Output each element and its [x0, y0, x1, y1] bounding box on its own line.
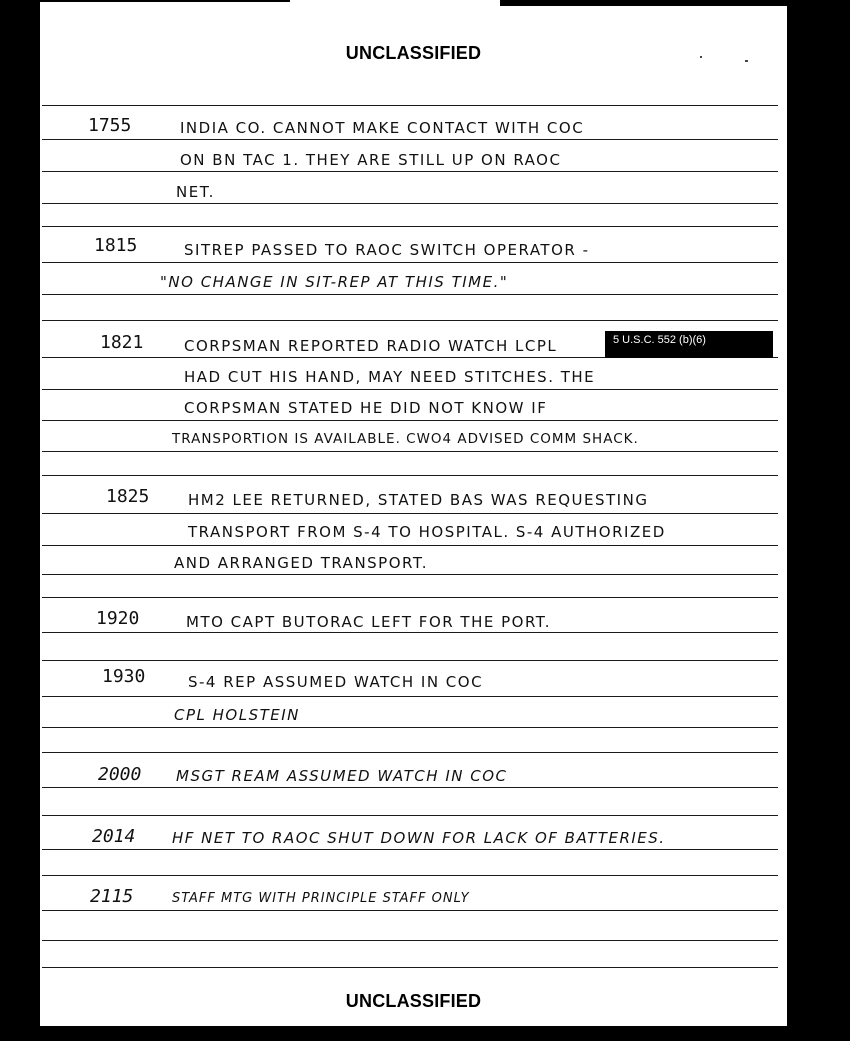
ruled-line	[42, 910, 778, 911]
ruled-line	[42, 389, 778, 390]
entry-line: HM2 LEE RETURNED, STATED BAS WAS REQUESTING	[188, 491, 649, 509]
entry-line: AND ARRANGED TRANSPORT.	[174, 554, 429, 572]
ruled-line	[42, 660, 778, 661]
entry-line: CORPSMAN REPORTED RADIO WATCH LCPL	[184, 337, 558, 355]
ruled-line	[42, 875, 778, 876]
ruled-line	[42, 203, 778, 204]
ruled-line	[42, 787, 778, 788]
entry-line: CORPSMAN STATED HE DID NOT KNOW IF	[184, 399, 548, 417]
ruled-line	[42, 513, 778, 514]
entry-line: HF NET TO RAOC SHUT DOWN FOR LACK OF BATTERIES.	[172, 829, 666, 847]
ruled-line	[42, 475, 778, 476]
ruled-line	[42, 574, 778, 575]
scan-border-left	[0, 0, 40, 1041]
entry-line: MTO CAPT BUTORAC LEFT FOR THE PORT.	[186, 613, 551, 631]
entry-time: 1825	[106, 486, 150, 507]
scan-border-top	[500, 0, 850, 6]
ruled-line	[42, 597, 778, 598]
ruled-line	[42, 139, 778, 140]
entry-time: 1815	[94, 235, 138, 256]
ruled-line	[42, 967, 778, 968]
ruled-line	[42, 320, 778, 321]
entry-time: 1821	[100, 332, 144, 353]
entry-line: NET.	[176, 183, 215, 201]
entry-line: STAFF MTG WITH PRINCIPLE STAFF ONLY	[172, 891, 470, 906]
entry-time: 2014	[92, 826, 136, 847]
scan-border-right	[787, 6, 850, 1041]
entry-line: CPL HOLSTEIN	[174, 706, 300, 724]
ruled-line	[42, 420, 778, 421]
classification-header: UNCLASSIFIED	[345, 43, 482, 63]
classification-footer: UNCLASSIFIED	[345, 991, 482, 1011]
entry-line: SITREP PASSED TO RAOC SWITCH OPERATOR -	[184, 241, 590, 259]
entry-line: TRANSPORT FROM S-4 TO HOSPITAL. S-4 AUTHORIZED	[188, 523, 666, 541]
scan-hairline	[40, 0, 290, 2]
entry-line: MSGT REAM ASSUMED WATCH IN COC	[176, 767, 508, 785]
ruled-line	[42, 815, 778, 816]
entry-line: TRANSPORTION IS AVAILABLE. CWO4 ADVISED COMM SHACK.	[172, 431, 639, 447]
ruled-line	[42, 752, 778, 753]
entry-line: INDIA CO. CANNOT MAKE CONTACT WITH COC	[180, 119, 585, 137]
ruled-line	[42, 940, 778, 941]
entry-line: "NO CHANGE IN SIT-REP AT THIS TIME."	[160, 273, 509, 291]
entry-time: 1930	[102, 666, 146, 687]
entry-line: ON BN TAC 1. THEY ARE STILL UP ON RAOC	[180, 151, 562, 169]
entry-time: 2115	[90, 886, 134, 907]
scan-speck	[700, 56, 702, 58]
ruled-line	[42, 451, 778, 452]
ruled-line	[42, 105, 778, 106]
ruled-line	[42, 294, 778, 295]
ruled-line	[42, 226, 778, 227]
ruled-line	[42, 262, 778, 263]
ruled-line	[42, 171, 778, 172]
ruled-line	[42, 727, 778, 728]
entry-time: 1755	[88, 115, 132, 136]
redaction-box: 5 U.S.C. 552 (b)(6)	[605, 331, 773, 358]
ruled-line	[42, 696, 778, 697]
ruled-line	[42, 849, 778, 850]
scan-border-bottom	[0, 1026, 850, 1041]
entry-line: HAD CUT HIS HAND, MAY NEED STITCHES. THE	[184, 368, 596, 386]
entry-time: 2000	[98, 764, 142, 785]
entry-line: S-4 REP ASSUMED WATCH IN COC	[188, 673, 484, 691]
ruled-line	[42, 632, 778, 633]
scan-speck	[745, 60, 748, 62]
entry-time: 1920	[96, 608, 140, 629]
ruled-line	[42, 545, 778, 546]
